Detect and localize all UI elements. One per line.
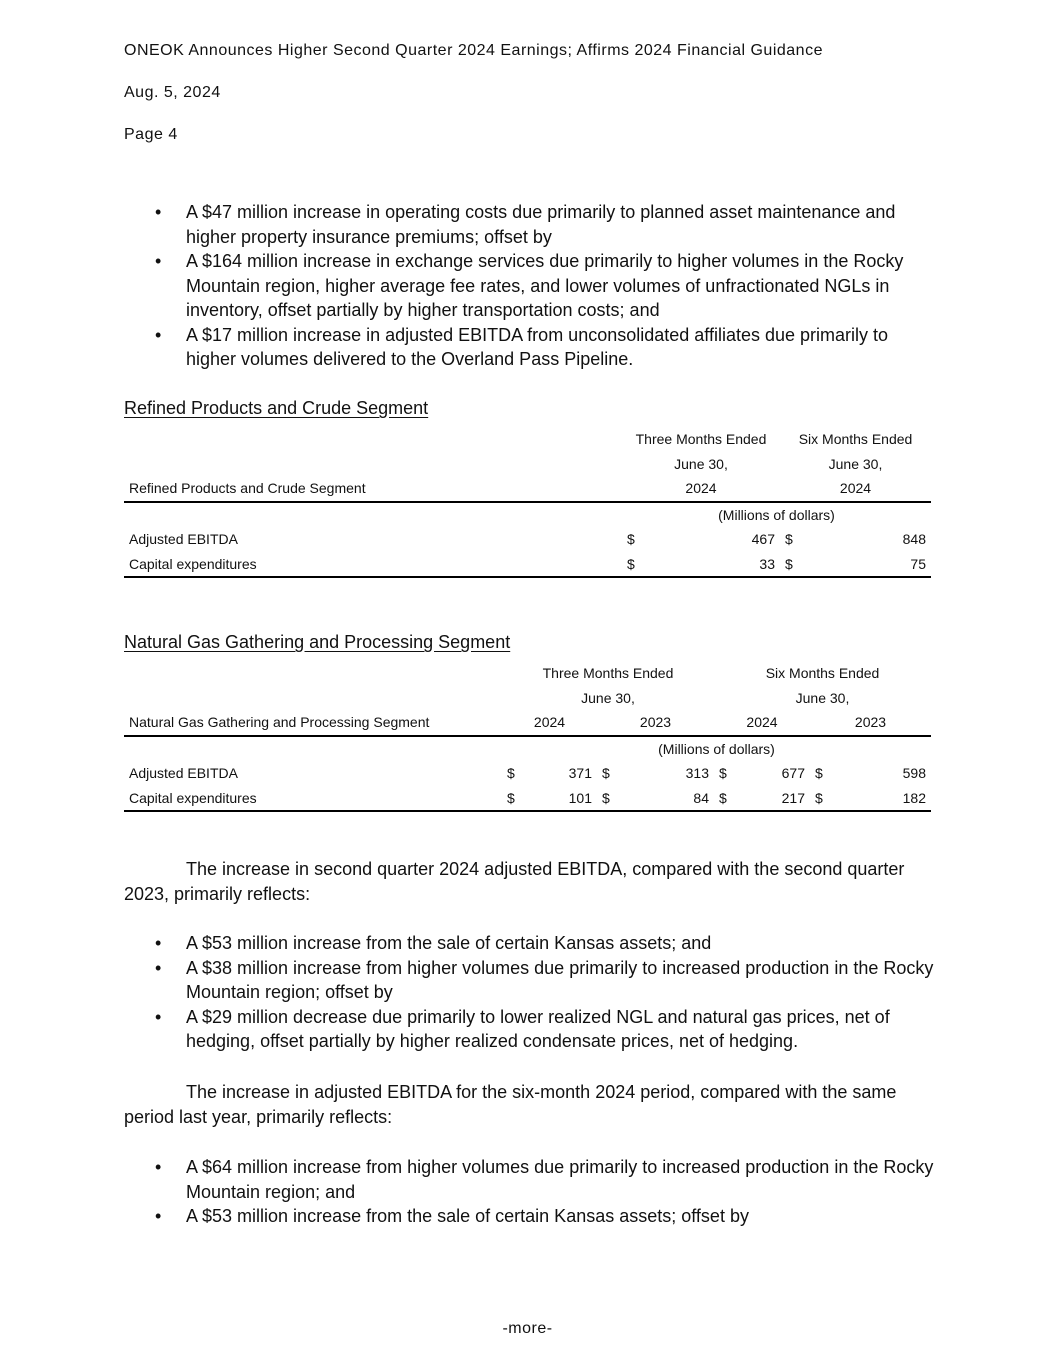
currency-symbol: $ bbox=[780, 552, 800, 578]
table-cell: 677 bbox=[781, 765, 805, 782]
list-item-text: A $29 million decrease due primarily to lower realized NGL and natural gas prices, net of hedging, offset partially by higher realized condensate prices, net of hedging. bbox=[186, 1006, 890, 1051]
paragraph-q2 bbox=[124, 857, 924, 906]
list-item bbox=[124, 249, 936, 323]
units-label: (Millions of dollars) bbox=[718, 506, 835, 523]
currency-symbol: $ bbox=[502, 786, 522, 812]
bullet-icon: • bbox=[155, 933, 162, 953]
list-item bbox=[124, 200, 936, 249]
paragraph-six-month bbox=[124, 1080, 924, 1129]
table-cell: 101 bbox=[522, 786, 597, 812]
page-number: Page 4 bbox=[124, 126, 178, 143]
column-header: Six Months Ended bbox=[798, 431, 913, 448]
list-item-text: A $53 million increase from the sale of certain Kansas assets; and bbox=[186, 933, 712, 953]
row-label: Capital expenditures bbox=[124, 786, 502, 812]
list-item-text: A $38 million increase from higher volumes due primarily to increased production in the Rocky Mountain region; offset by bbox=[186, 957, 934, 1002]
bullet-icon: • bbox=[155, 1006, 162, 1027]
column-header: Three Months Ended bbox=[635, 431, 767, 448]
currency-symbol: $ bbox=[622, 552, 642, 578]
row-label: Adjusted EBITDA bbox=[129, 531, 238, 548]
bullet-icon: • bbox=[155, 251, 162, 271]
bullet-icon: • bbox=[155, 202, 162, 222]
section-title-refined: Refined Products and Crude Segment bbox=[124, 398, 429, 418]
table-row bbox=[124, 527, 931, 552]
table-cell: 217 bbox=[734, 786, 810, 812]
list-item-text: A $47 million increase in operating costs due primarily to planned asset maintenance and higher property insurance premiums; offset by bbox=[186, 202, 896, 247]
column-header: Six Months Ended bbox=[765, 665, 880, 682]
table-cell: 313 bbox=[685, 765, 709, 782]
bullet-icon: • bbox=[155, 324, 162, 345]
currency-symbol: $ bbox=[810, 786, 830, 812]
list-item bbox=[124, 931, 936, 956]
list-item-text: A $164 million increase in exchange services due primarily to higher volumes in the Rocky Mountain region, higher average fee rates, and lower volumes of unfractionated NGLs in inventory, offset partially by higher transportation costs; and bbox=[186, 251, 904, 320]
bullet-list-top bbox=[124, 200, 936, 372]
table-cell: 84 bbox=[617, 786, 714, 812]
currency-symbol: $ bbox=[507, 765, 515, 782]
table-cell: 598 bbox=[902, 765, 926, 782]
row-label: Capital expenditures bbox=[124, 552, 622, 578]
column-header: Three Months Ended bbox=[542, 665, 674, 682]
list-item bbox=[124, 1005, 936, 1054]
currency-symbol: $ bbox=[627, 531, 635, 548]
column-header: June 30, bbox=[581, 689, 635, 706]
bullet-list-q2 bbox=[124, 931, 936, 1054]
refined-table bbox=[124, 427, 931, 578]
footer-more: -more- bbox=[502, 1320, 553, 1337]
column-year: 2023 bbox=[810, 710, 931, 736]
table-row bbox=[124, 786, 931, 812]
currency-symbol: $ bbox=[785, 531, 793, 548]
table-cell: 371 bbox=[568, 765, 592, 782]
currency-symbol: $ bbox=[815, 765, 823, 782]
list-item-text: A $17 million increase in adjusted EBITDA from unconsolidated affiliates due primarily to higher volumes delivered to the Overland Pass Pipeline. bbox=[186, 324, 889, 369]
list-item bbox=[124, 323, 936, 372]
list-item bbox=[124, 1155, 936, 1204]
bullet-icon: • bbox=[155, 957, 162, 978]
column-year: 2024 bbox=[622, 476, 780, 502]
list-item-text: A $53 million increase from the sale of certain Kansas assets; offset by bbox=[186, 1206, 749, 1226]
bullet-list-six-month bbox=[124, 1155, 936, 1229]
table-cell: 33 bbox=[642, 552, 780, 578]
row-label-header: Refined Products and Crude Segment bbox=[124, 476, 622, 502]
column-year: 2024 bbox=[780, 476, 931, 502]
bullet-icon: • bbox=[155, 1157, 162, 1177]
currency-symbol: $ bbox=[597, 786, 617, 812]
gathering-table bbox=[124, 661, 931, 812]
table-cell: 75 bbox=[800, 552, 931, 578]
table-row bbox=[124, 552, 931, 578]
currency-symbol: $ bbox=[719, 765, 727, 782]
list-item-text: A $64 million increase from higher volumes due primarily to increased production in the Rocky Mountain region; and bbox=[186, 1157, 934, 1202]
row-label-header: Natural Gas Gathering and Processing Segment bbox=[124, 710, 502, 736]
column-year: 2024 bbox=[502, 710, 597, 736]
column-header: June 30, bbox=[828, 455, 883, 472]
row-label: Adjusted EBITDA bbox=[129, 765, 238, 782]
section-title-gathering: Natural Gas Gathering and Processing Segment bbox=[124, 632, 511, 652]
document-date: Aug. 5, 2024 bbox=[124, 84, 221, 101]
document-title: ONEOK Announces Higher Second Quarter 2024 Earnings; Affirms 2024 Financial Guidance bbox=[124, 42, 823, 59]
column-header: June 30, bbox=[795, 689, 850, 706]
paragraph-text: The increase in second quarter 2024 adjusted EBITDA, compared with the second quarter 2023, primarily reflects: bbox=[124, 859, 905, 904]
list-item bbox=[124, 956, 936, 1005]
table-cell: 467 bbox=[751, 531, 775, 548]
column-header: June 30, bbox=[674, 455, 728, 472]
units-label: (Millions of dollars) bbox=[658, 740, 775, 757]
table-cell: 182 bbox=[830, 786, 931, 812]
column-year: 2023 bbox=[597, 710, 714, 736]
column-year: 2024 bbox=[714, 710, 810, 736]
table-row bbox=[124, 761, 931, 786]
table-cell: 848 bbox=[902, 531, 926, 548]
currency-symbol: $ bbox=[602, 765, 610, 782]
currency-symbol: $ bbox=[714, 786, 734, 812]
paragraph-text: The increase in adjusted EBITDA for the six-month 2024 period, compared with the same period last year, primarily reflects: bbox=[124, 1082, 897, 1127]
list-item bbox=[124, 1204, 936, 1229]
bullet-icon: • bbox=[155, 1206, 162, 1226]
